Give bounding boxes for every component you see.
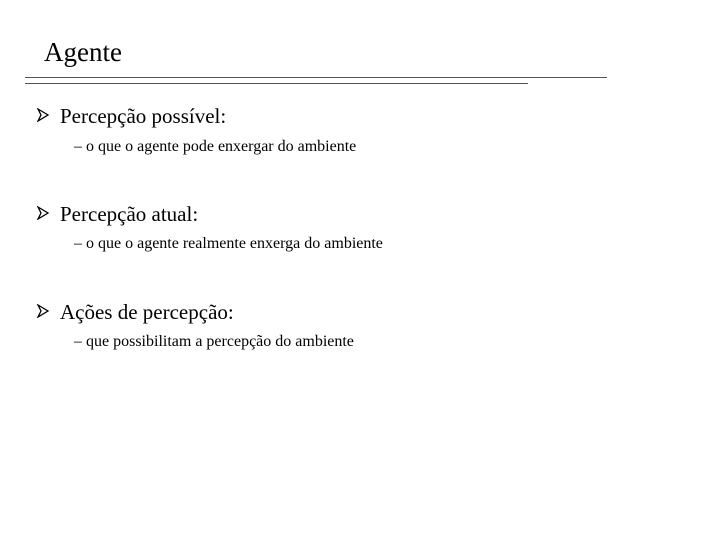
bullet-subitem: – que possibilitam a percepção do ambiente [74, 333, 354, 350]
arrowhead-bullet-icon [36, 206, 50, 220]
bullet-heading: Ações de percepção: [60, 300, 234, 324]
bullet-subitem: – o que o agente realmente enxerga do ambiente [74, 235, 383, 252]
title-divider-bottom [25, 83, 528, 84]
bullet-heading: Percepção possível: [60, 104, 227, 128]
title-divider-top [25, 77, 607, 78]
arrowhead-bullet-icon [36, 304, 50, 318]
bullet-subitem: – o que o agente pode enxergar do ambiente [74, 138, 357, 155]
slide-title: Agente [44, 37, 122, 67]
bullet-heading: Percepção atual: [60, 202, 199, 226]
arrowhead-bullet-icon [36, 108, 50, 122]
